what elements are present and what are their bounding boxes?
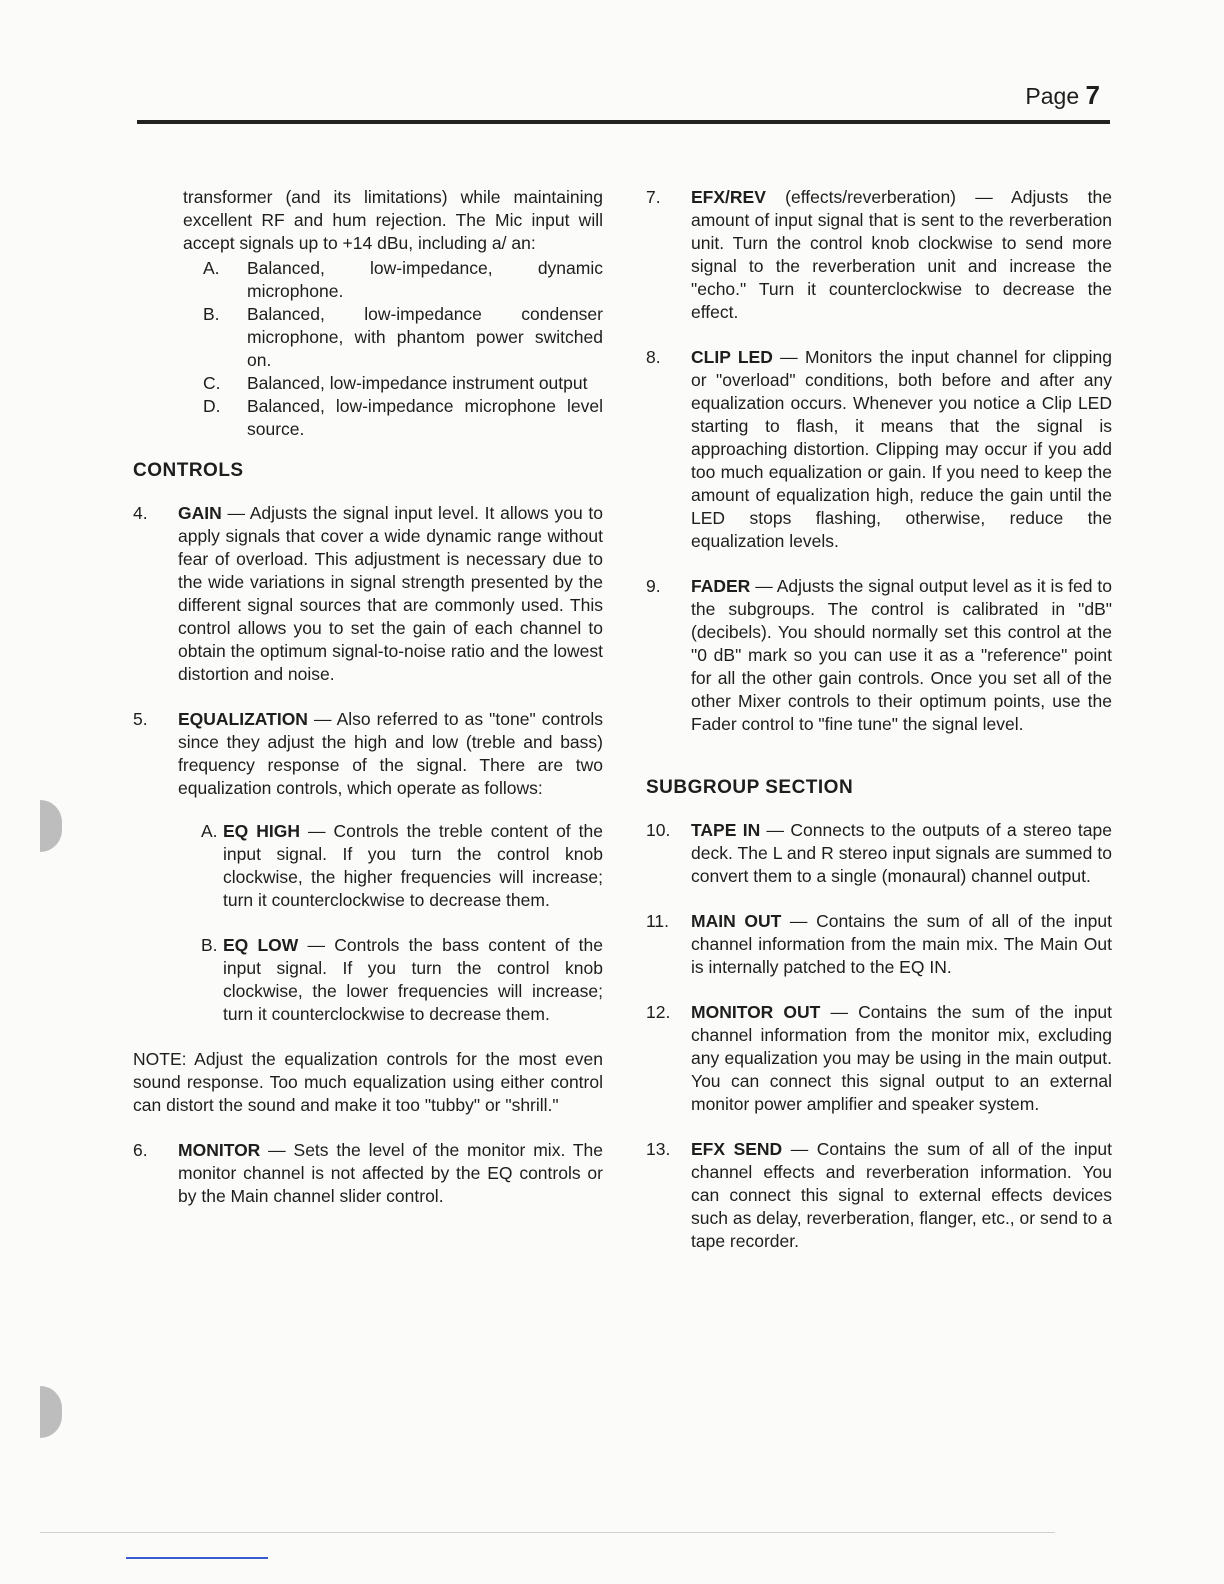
item-title: CLIP LED: [691, 347, 773, 367]
item-gain: 4. GAIN — Adjusts the signal input level. It allows you to apply signals that cover a wide dynamic range without fear of overload. This adjustment is necessary due to the wide variations in signal strength presented by the different signal sources that are commonly used. This control allows you to set the gain of each channel to obtain the optimum signal-to-noise ratio and the lowest distortion and noise.: [133, 503, 603, 684]
page-number: 7: [1085, 80, 1100, 110]
item-title: EFX SEND: [691, 1139, 783, 1159]
eq-low-item: B. EQ LOW — Controls the bass content of the input signal. If you turn the control knob clockwise, the lower frequencies will increase; turn it counterclockwise to decrease them.: [201, 935, 603, 1024]
punch-hole: [40, 800, 62, 852]
footer-rule: [40, 1532, 1055, 1533]
item-tape-in: 10. TAPE IN — Connects to the outputs of a stereo tape deck. The L and R stereo input signals are summed to convert them to a single (monaural) channel output.: [646, 820, 1112, 886]
item-title: EFX/REV: [691, 187, 766, 207]
list-item: D. Balanced, low-impedance microphone level source.: [203, 396, 603, 439]
page-header: [1025, 80, 1100, 110]
item-title: MAIN OUT: [691, 911, 782, 931]
note-paragraph: NOTE: Adjust the equalization controls for the most even sound response. Too much equalization using either control can distort the sound and make it too "tubby" or "shrill.": [133, 1049, 603, 1115]
item-efx-send: 13. EFX SEND — Contains the sum of all of the input channel effects and reverberation information. You can connect this signal to external effects devices such as delay, reverberation, flanger, etc., or send to a tape recorder.: [646, 1139, 1112, 1251]
left-column: [133, 186, 603, 1208]
right-column: [646, 186, 1112, 1253]
footer-link-underline: [126, 1557, 268, 1559]
item-title: MONITOR: [178, 1140, 261, 1160]
list-item: C. Balanced, low-impedance instrument output: [203, 373, 588, 393]
item-title: EQUALIZATION: [178, 709, 308, 729]
intro-paragraph: transformer (and its limitations) while maintaining excellent RF and hum rejection. The Mic input will accept signals up to +14 dBu, including a/ an:: [183, 187, 603, 253]
item-fader: 9. FADER — Adjusts the signal output level as it is fed to the subgroups. The control is calibrated in "dB" (decibels). You should normally set this control at the "0 dB" mark so you can use it as a "reference" point for all the other gain controls. Once you set all of the other Mixer controls to their optimum points, use the Fader control to "fine tune" the signal level.: [646, 576, 1112, 734]
eq-high-item: A. EQ HIGH — Controls the treble content of the input signal. If you turn the control knob clockwise, the higher frequencies will increase; turn it counterclockwise to decrease them.: [201, 821, 603, 910]
punch-hole: [40, 1386, 62, 1438]
item-title: EQ LOW: [223, 935, 299, 955]
item-title: GAIN: [178, 503, 222, 523]
page-label: Page: [1025, 83, 1080, 109]
controls-heading: CONTROLS: [133, 460, 244, 481]
item-title: TAPE IN: [691, 820, 761, 840]
source-list: [133, 257, 603, 441]
list-item: B. Balanced, low-impedance condenser microphone, with phantom power switched on.: [203, 304, 603, 370]
header-rule: [137, 120, 1110, 124]
item-equalization: 5. EQUALIZATION — Also referred to as "tone" controls since they adjust the high and low (treble and bass) frequency response of the signal. There are two equalization controls, which operate as follows:: [133, 709, 603, 798]
item-monitor: 6. MONITOR — Sets the level of the monitor mix. The monitor channel is not affected by the EQ controls or by the Main channel slider control.: [133, 1140, 603, 1206]
item-title: MONITOR OUT: [691, 1002, 821, 1022]
item-clip-led: 8. CLIP LED — Monitors the input channel for clipping or "overload" conditions, both before and after any equalization occurs. Whenever you notice a Clip LED starting to flash, it means that the signal is approaching distortion. Clipping may occur if you add too much equalization or gain. If you need to keep the amount of equalization high, reduce the gain until the LED stops flashing, otherwise, reduce the equalization levels.: [646, 347, 1112, 551]
item-monitor-out: 12. MONITOR OUT — Contains the sum of the input channel information from the monitor mix, excluding any equalization you may be using in the main output. You can connect this signal output to an external monitor power amplifier and speaker system.: [646, 1002, 1112, 1114]
subgroup-heading: SUBGROUP SECTION: [646, 777, 854, 798]
item-main-out: 11. MAIN OUT — Contains the sum of all of the input channel information from the main mix. The Main Out is internally patched to the EQ IN.: [646, 911, 1112, 977]
list-item: A. Balanced, low-impedance, dynamic microphone.: [203, 258, 603, 301]
item-title: EQ HIGH: [223, 821, 301, 841]
item-efx-rev: 7. EFX/REV (effects/reverberation) — Adjusts the amount of input signal that is sent to the reverberation unit. Turn the control knob clockwise to send more signal to the reverberation unit and increase the "echo." Turn it counterclockwise to decrease the effect.: [646, 187, 1112, 322]
item-title: FADER: [691, 576, 751, 596]
